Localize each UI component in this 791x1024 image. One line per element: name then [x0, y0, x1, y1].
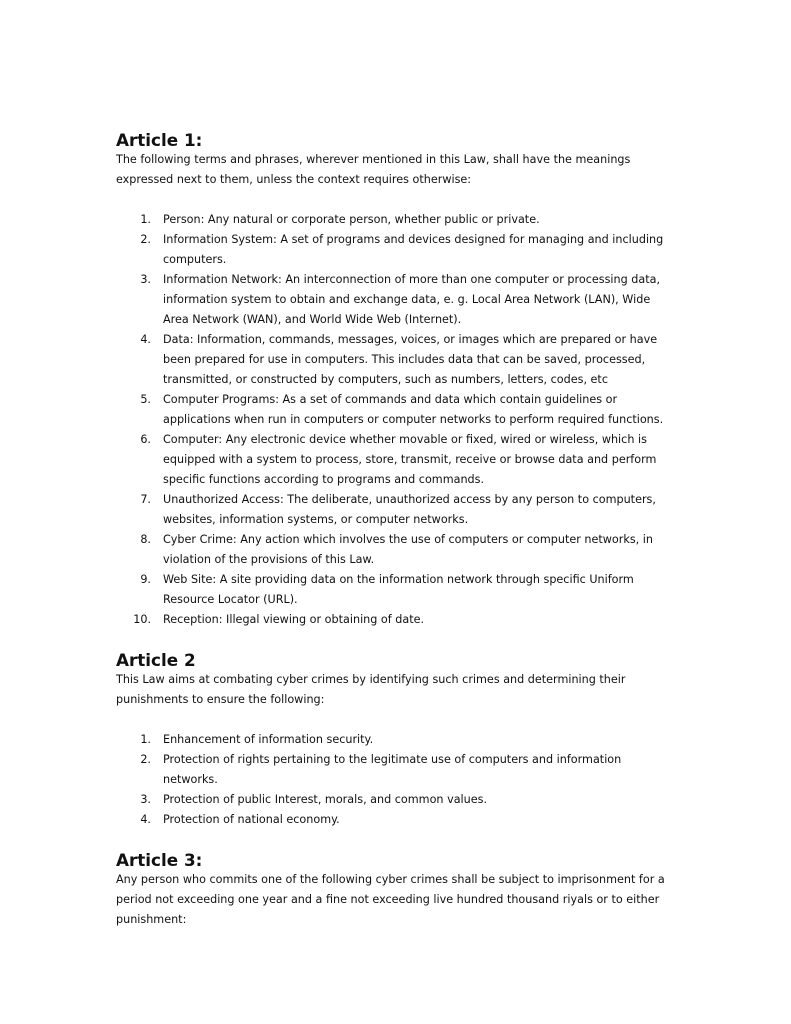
list-item [116, 610, 676, 630]
article-heading: Article 2 [116, 650, 196, 670]
list-item [116, 230, 676, 270]
list-item-text: Reception: Illegal viewing or obtaining of date. [163, 613, 425, 626]
list-item-number: 2. [140, 753, 151, 766]
list-item [116, 570, 676, 610]
list-item [116, 750, 676, 790]
article-heading: Article 3: [116, 850, 203, 870]
list-item-number: 4. [140, 813, 151, 826]
article-3 [116, 850, 676, 930]
list-item [116, 390, 676, 430]
list-item-text: Protection of rights pertaining to the legitimate use of computers and information networks. [163, 753, 622, 786]
list-item-text: Unauthorized Access: The deliberate, unauthorized access by any person to computers, websites, information systems, or computer networks. [163, 493, 656, 526]
list-item [116, 210, 676, 230]
list-item-number: 1. [140, 733, 151, 746]
list-item-text: Protection of national economy. [163, 813, 340, 826]
list-item [116, 810, 676, 830]
list-item-text: Computer Programs: As a set of commands and data which contain guidelines or applications when run in computers or computer networks to perform required functions. [163, 393, 664, 426]
list-item-text: Cyber Crime: Any action which involves the use of computers or computer networks, in violation of the provisions of this Law. [163, 533, 653, 566]
list-item-number: 7. [140, 493, 151, 506]
list-item-number: 10. [133, 613, 151, 626]
list-item-text: Computer: Any electronic device whether movable or fixed, wired or wireless, which is equipped with a system to process, store, transmit, receive or browse data and perform specific functions according to programs and commands. [163, 433, 657, 486]
list-item-number: 9. [140, 573, 151, 586]
list-item-number: 1. [140, 213, 151, 226]
list-item [116, 730, 676, 750]
list-item-number: 4. [140, 333, 151, 346]
list-item-text: Information System: A set of programs and devices designed for managing and including computers. [163, 233, 664, 266]
article-heading: Article 1: [116, 130, 203, 150]
article-1 [116, 130, 676, 630]
article-intro: The following terms and phrases, wherever mentioned in this Law, shall have the meanings expressed next to them, unless the context requires otherwise: [116, 153, 631, 186]
list-item-text: Data: Information, commands, messages, voices, or images which are prepared or have been prepared for use in computers. This includes data that can be saved, processed, transmitted, or constructed by computers, such as numbers, letters, codes, etc [163, 333, 658, 386]
list-item-text: Web Site: A site providing data on the information network through specific Uniform Resource Locator (URL). [163, 573, 634, 606]
list-item-number: 5. [140, 393, 151, 406]
list-item-number: 8. [140, 533, 151, 546]
list-item [116, 270, 676, 330]
list-item [116, 790, 676, 810]
list-item-number: 6. [140, 433, 151, 446]
aims-list [116, 730, 676, 830]
article-intro: Any person who commits one of the following cyber crimes shall be subject to imprisonment for a period not exceeding one year and a fine not exceeding live hundred thousand riyals or to either punishment: [116, 873, 665, 926]
list-item [116, 490, 676, 530]
list-item-number: 2. [140, 233, 151, 246]
list-item [116, 330, 676, 390]
list-item-text: Enhancement of information security. [163, 733, 374, 746]
definitions-list [116, 210, 676, 630]
list-item [116, 530, 676, 570]
document-page [116, 130, 676, 930]
article-2 [116, 650, 676, 830]
list-item-number: 3. [140, 273, 151, 286]
list-item-text: Person: Any natural or corporate person, whether public or private. [163, 213, 540, 226]
article-intro: This Law aims at combating cyber crimes by identifying such crimes and determining their punishments to ensure the following: [116, 673, 626, 706]
list-item-number: 3. [140, 793, 151, 806]
list-item-text: Information Network: An interconnection of more than one computer or processing data, information system to obtain and exchange data, e. g. Local Area Network (LAN), Wide Area Network (WAN), and World Wide Web (Internet). [163, 273, 661, 326]
list-item [116, 430, 676, 490]
list-item-text: Protection of public Interest, morals, and common values. [163, 793, 488, 806]
